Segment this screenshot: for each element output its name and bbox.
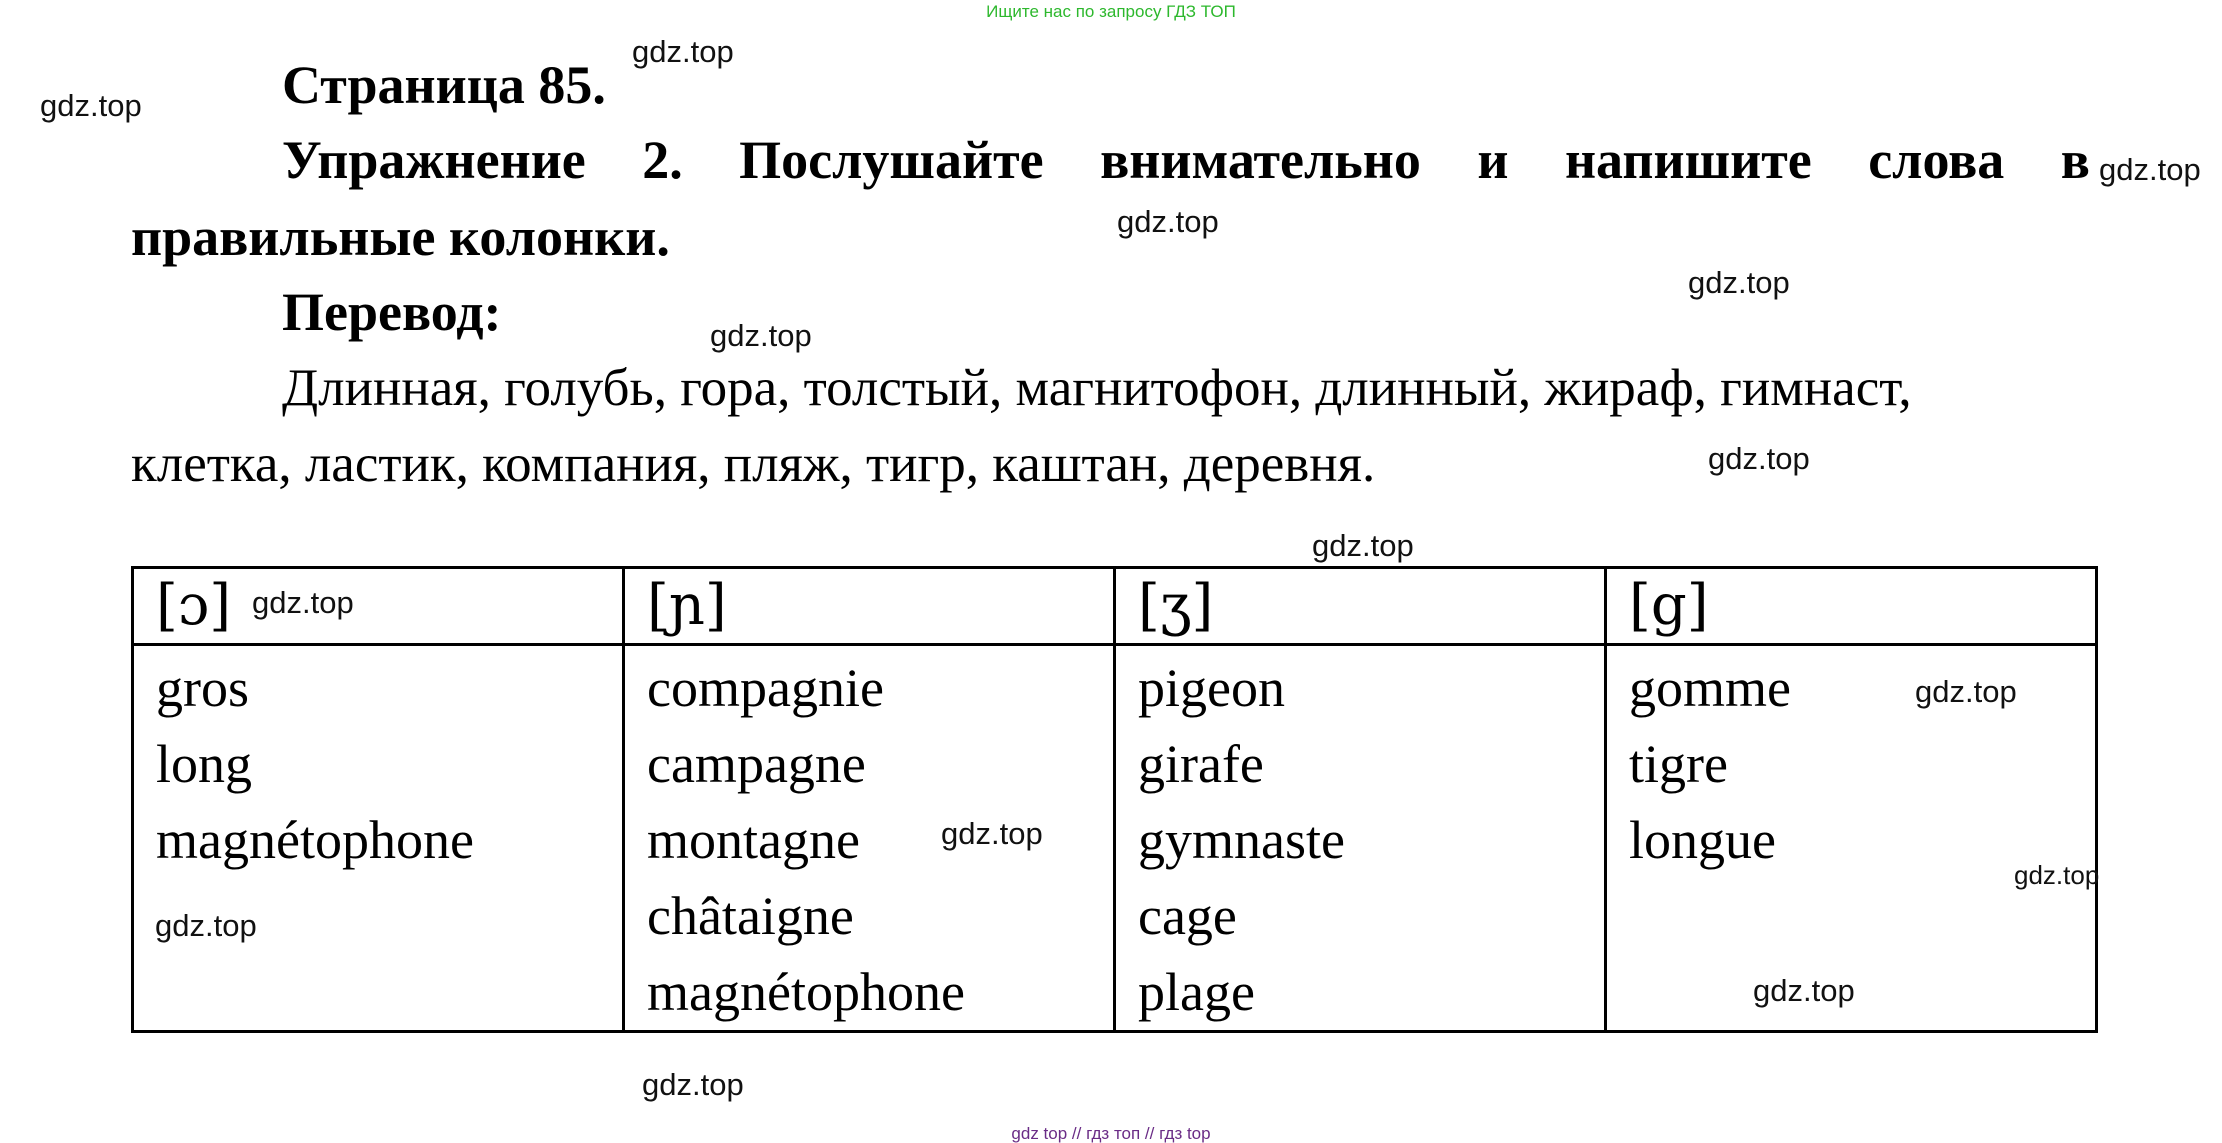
translation-text-line1: Длинная, голубь, гора, толстый, магнитофон, длинный, жираф, гимнаст, bbox=[282, 359, 1912, 417]
exercise-word: 2. bbox=[642, 130, 683, 190]
column-header-o-open: [ɔ] bbox=[133, 568, 624, 645]
watermark: gdz.top bbox=[1915, 674, 2017, 709]
exercise-word: Послушайте bbox=[739, 130, 1044, 190]
watermark: gdz.top bbox=[1117, 204, 1219, 239]
word-item: plage bbox=[1138, 962, 1255, 1022]
top-search-banner: Ищите нас по запросу ГДЗ ТОП bbox=[986, 2, 1236, 21]
column-header-g: [g] bbox=[1606, 568, 2097, 645]
translation-text-line2: клетка, ластик, компания, пляж, тигр, каштан, деревня. bbox=[131, 435, 1376, 493]
footer-links: gdz top // гдз топ // гдз top bbox=[1011, 1124, 1211, 1143]
word-item: pigeon bbox=[1138, 658, 1285, 718]
column-header-zh: [ʒ] bbox=[1115, 568, 1606, 645]
watermark: gdz.top bbox=[710, 318, 812, 353]
watermark: gdz.top bbox=[252, 585, 354, 620]
word-item: montagne bbox=[647, 810, 860, 870]
word-item: gomme bbox=[1629, 658, 1791, 718]
word-item: longue bbox=[1629, 810, 1776, 870]
watermark: gdz.top bbox=[1708, 441, 1810, 476]
word-item: gros bbox=[156, 658, 249, 718]
exercise-word: Упражнение bbox=[282, 130, 586, 190]
word-item: châtaigne bbox=[647, 886, 854, 946]
column-cell-o-open bbox=[133, 645, 624, 1032]
watermark: gdz.top bbox=[1753, 973, 1855, 1008]
word-item: girafe bbox=[1138, 734, 1264, 794]
watermark: gdz.top bbox=[642, 1067, 744, 1102]
sound-columns-table bbox=[131, 566, 2098, 1033]
watermark: gdz.top bbox=[2014, 860, 2100, 890]
watermark: gdz.top bbox=[941, 816, 1043, 851]
watermark: gdz.top bbox=[40, 88, 142, 123]
word-item: compagnie bbox=[647, 658, 884, 718]
word-item: magnétophone bbox=[647, 962, 965, 1022]
exercise-word: внимательно bbox=[1100, 130, 1421, 190]
watermark: gdz.top bbox=[155, 908, 257, 943]
column-cell-zh bbox=[1115, 645, 1606, 1032]
page-title: Страница 85. bbox=[282, 55, 606, 115]
column-header-gn: [ɲ] bbox=[624, 568, 1115, 645]
translation-heading: Перевод: bbox=[282, 282, 502, 342]
exercise-word: и bbox=[1477, 130, 1509, 190]
exercise-word: слова bbox=[1868, 130, 2005, 190]
exercise-word: напишите bbox=[1564, 130, 1812, 190]
exercise-title-line2: правильные колонки. bbox=[131, 207, 670, 267]
watermark: gdz.top bbox=[2099, 152, 2201, 187]
word-item: cage bbox=[1138, 886, 1237, 946]
word-item: long bbox=[156, 734, 253, 794]
exercise-word: в bbox=[2060, 130, 2090, 190]
exercise-title-line1 bbox=[282, 130, 2090, 190]
watermark: gdz.top bbox=[632, 34, 734, 69]
word-item: gymnaste bbox=[1138, 810, 1345, 870]
watermark: gdz.top bbox=[1688, 265, 1790, 300]
watermark: gdz.top bbox=[1312, 528, 1414, 563]
word-item: magnétophone bbox=[156, 810, 474, 870]
word-item: tigre bbox=[1629, 734, 1728, 794]
word-item: campagne bbox=[647, 734, 866, 794]
table-header-row bbox=[133, 568, 2097, 645]
